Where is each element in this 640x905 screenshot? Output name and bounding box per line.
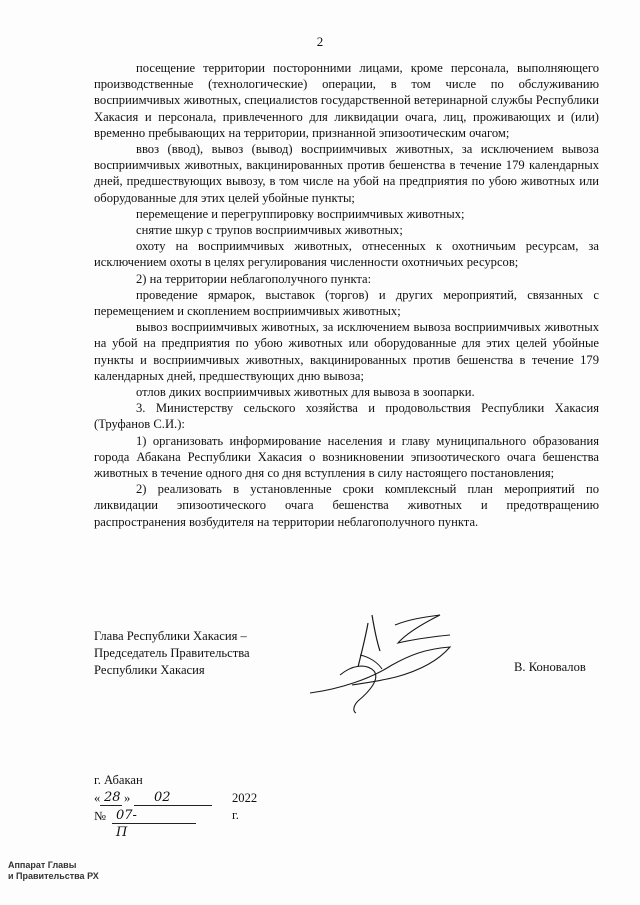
number-line — [94, 808, 143, 840]
paragraph: вывоз восприимчивых животных, за исключением вывоза восприимчивых животных на убой на предприятия по убою животных или оборудованные для этих целей убойные пункты и восприимчивых животных, вакцинированных против бешенства в течение 179 календарных дней, предшествующих дню вывоза; — [94, 320, 599, 383]
document-footer — [94, 772, 258, 840]
signatory-name: В. Коновалов — [514, 660, 586, 674]
signatory-title — [94, 628, 250, 679]
paragraph: 2) на территории неблагополучного пункта: — [136, 271, 372, 286]
handwritten-signature — [300, 605, 470, 715]
paragraph: проведение ярмарок, выставок (торгов) и других мероприятий, связанных с перемещением и скоплением восприимчивых животных; — [94, 287, 599, 319]
paragraph: 3. Министерству сельского хозяйства и продовольствия Республики Хакасия (Труфанов С.И.): — [94, 401, 599, 432]
paragraph: снятие шкур с трупов восприимчивых животных; — [136, 223, 403, 238]
paragraph: 2) реализовать в установленные сроки комплексный план мероприятий по ликвидации эпизоотического очага бешенства животных и предотвращению распространения возбудителя на территории неблагополучного пункта. — [94, 482, 599, 529]
paragraph: охоту на восприимчивых животных, отнесенных к охотничьим ресурсам, за исключением охоты в целях регулирования численности охотничьих ресурсов; — [94, 239, 599, 270]
paragraph: 1) организовать информирование населения и главу муниципального образования города Абакана Республики Хакасия о возникновении эпизоотического очага бешенства животных в течение одного дня со дня вступления в силу настоящего постановления; — [94, 433, 599, 481]
date-month-underline — [134, 805, 212, 806]
signatory-line: Республики Хакасия — [94, 663, 205, 677]
stamp-line: и Правительства РХ — [8, 871, 99, 881]
paragraph: отлов диких восприимчивых животных для вывоза в зоопарки. — [136, 385, 475, 400]
registry-stamp — [8, 860, 99, 882]
paragraph: ввоз (ввод), вывоз (вывод) восприимчивых животных, за исключением вывоза восприимчивых животных, вакцинированных против бешенства в течение 179 календарных дней, предшествующих вывозу, в том числе на убой на предприятия по убою животных или оборудованные для этих целей убойные пункты; — [94, 142, 599, 205]
document-number: 07-П — [116, 808, 137, 840]
date-month: 02 — [154, 790, 171, 805]
city-line — [94, 772, 143, 790]
city: г. Абакан — [94, 773, 143, 787]
date-quote-open: « — [94, 791, 101, 805]
signatory-line: Глава Республики Хакасия – — [94, 629, 247, 643]
number-prefix: № — [94, 809, 107, 823]
number-underline — [112, 823, 196, 824]
paragraph: посещение территории посторонними лицами, кроме персонала, выполняющего производственные (технологические) операции, в том числе по обслуживанию восприимчивых животных, специалистов государственной ветеринарной службы Республики Хакасия и персонала, привлеченного для ликвидации очага, лиц, проживающих и (или) временно пребывающих на территории, признанной эпизоотическим очагом; — [94, 61, 599, 140]
stamp-line: Аппарат Главы — [8, 860, 77, 870]
signatory-line: Председатель Правительства — [94, 646, 250, 660]
paragraph: перемещение и перегруппировку восприимчивых животных; — [136, 206, 465, 221]
date-year: 2022 г. — [232, 791, 258, 822]
document-body — [94, 60, 599, 530]
page-number: 2 — [316, 34, 324, 49]
date-day-underline — [100, 805, 122, 806]
date-day: 28 — [104, 790, 121, 805]
date-quote-close: » — [124, 791, 131, 805]
